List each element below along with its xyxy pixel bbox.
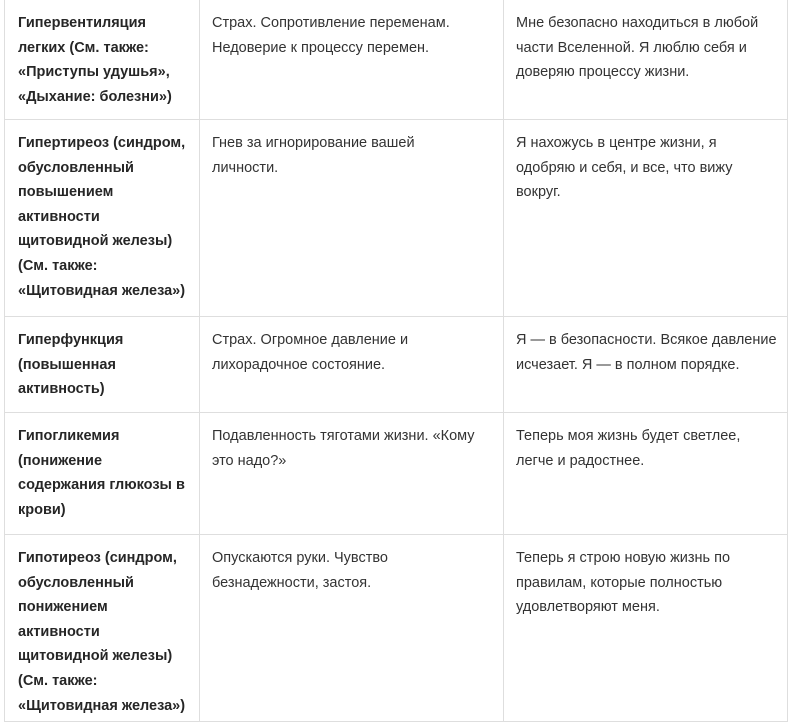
ailment-name-cell (5, 535, 200, 722)
probable-cause: Страх. Сопротивление переменам. Недоверие к процессу перемен. (212, 15, 450, 56)
ailment-name: Гиперфункция (повышенная активность) (18, 332, 124, 398)
affirmation-cell (504, 317, 788, 413)
ailment-name: Гипертиреоз (синдром, обусловленный повышением активности щитовидной железы) (См. также: «Щитовидная железа») (18, 135, 186, 299)
affirmation: Я нахожусь в центре жизни, я одобряю и себя, и все, что вижу вокруг. (516, 135, 733, 201)
table-row (5, 120, 788, 317)
table-row (5, 0, 788, 120)
ailment-name-cell (5, 120, 200, 317)
affirmation-cell (504, 120, 788, 317)
probable-cause-cell (200, 0, 504, 120)
probable-cause: Гнев за игнорирование вашей личности. (212, 135, 415, 176)
affirmation-cell (504, 413, 788, 535)
affirmation: Мне безопасно находиться в любой части Вселенной. Я люблю себя и доверяю процессу жизни. (516, 15, 759, 81)
probable-cause-cell (200, 413, 504, 535)
ailment-name-cell (5, 413, 200, 535)
probable-cause: Подавленность тяготами жизни. «Кому это надо?» (212, 428, 475, 469)
affirmation-cell (504, 0, 788, 120)
probable-cause-cell (200, 317, 504, 413)
probable-cause-cell (200, 120, 504, 317)
ailment-name: Гипогликемия (понижение содержания глюкозы в крови) (18, 428, 185, 518)
affirmation: Теперь моя жизнь будет светлее, легче и радостнее. (516, 428, 741, 469)
ailment-name-cell (5, 0, 200, 120)
ailments-table (4, 0, 788, 722)
ailment-name: Гипервентиляция легких (См. также: «Приступы удушья», «Дыхание: болезни») (18, 15, 172, 105)
affirmation: Теперь я строю новую жизнь по правилам, которые полностью удовлетворяют меня. (516, 550, 731, 616)
affirmation-cell (504, 535, 788, 722)
probable-cause-cell (200, 535, 504, 722)
table-row (5, 535, 788, 722)
affirmation: Я — в безопасности. Всякое давление исчезает. Я — в полном порядке. (516, 332, 777, 373)
ailment-name: Гипотиреоз (синдром, обусловленный понижением активности щитовидной железы) (См. также: «Щитовидная железа») (18, 550, 186, 714)
probable-cause: Опускаются руки. Чувство безнадежности, застоя. (212, 550, 388, 591)
table-row (5, 317, 788, 413)
probable-cause: Страх. Огромное давление и лихорадочное состояние. (212, 332, 409, 373)
table-row (5, 413, 788, 535)
ailment-name-cell (5, 317, 200, 413)
